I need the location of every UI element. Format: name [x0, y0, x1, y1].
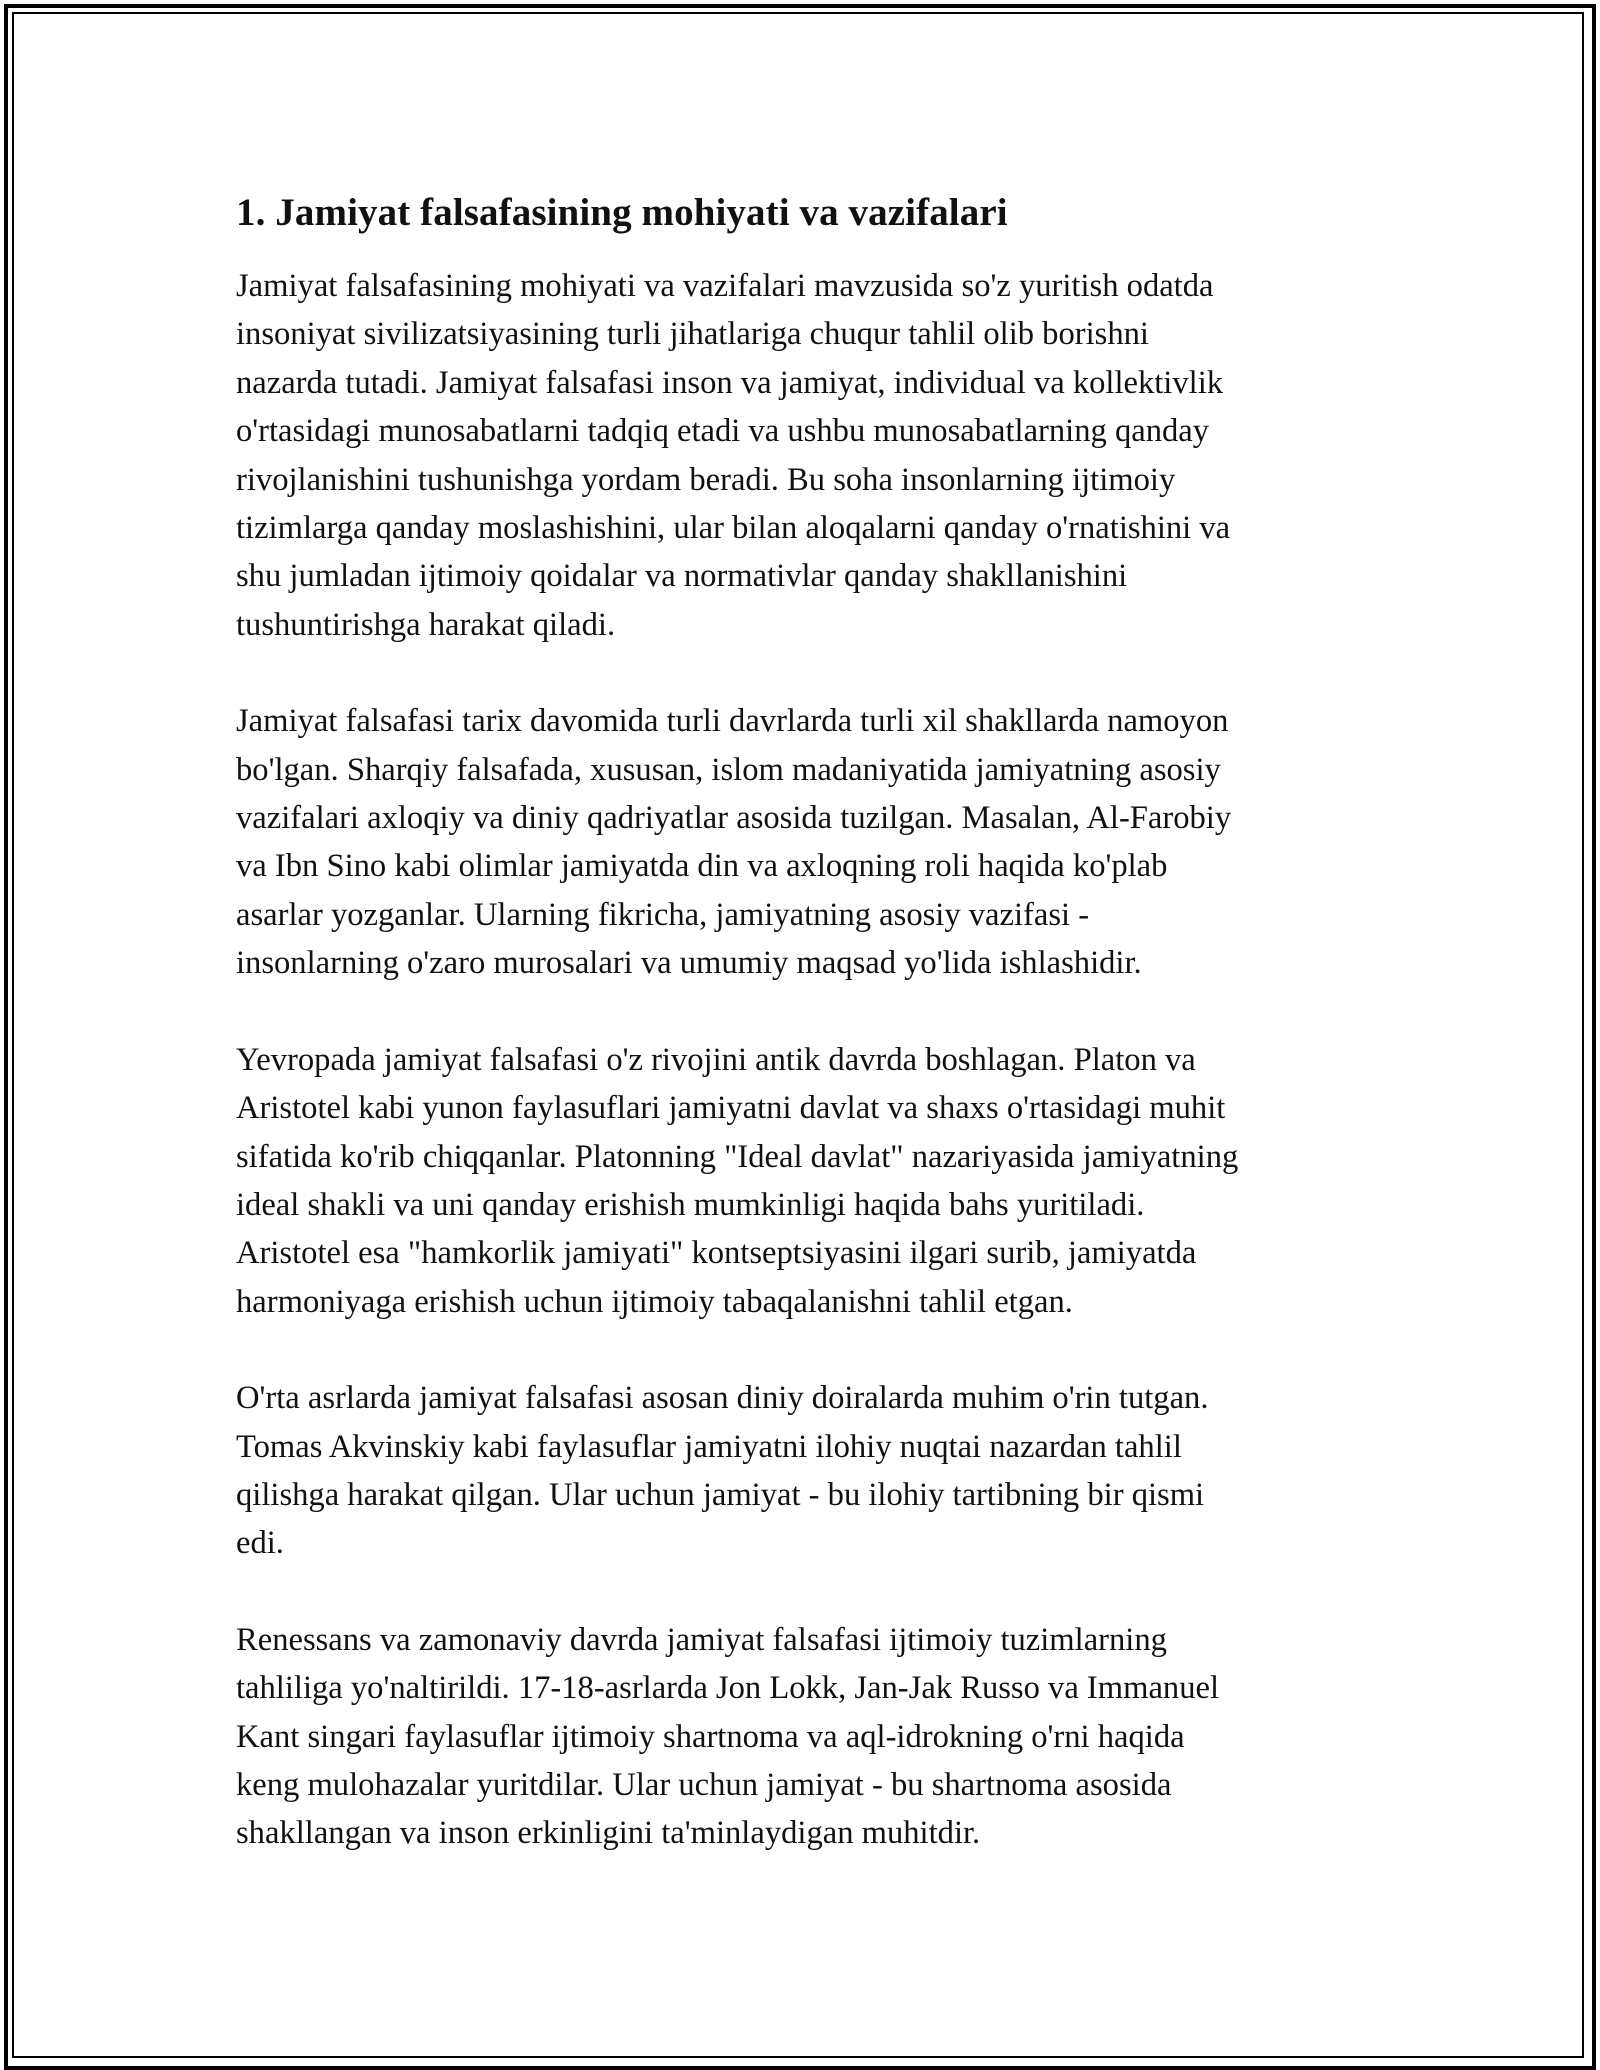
text-line: Jamiyat falsafasi tarix davomida turli davrlarda turli xil shakllarda namoyon: [236, 703, 1229, 740]
text-line: sifatida ko'rib chiqqanlar. Platonning "Ideal davlat" nazariyasida jamiyatning: [236, 1138, 1239, 1175]
text-line: bo'lgan. Sharqiy falsafada, xususan, islom madaniyatida jamiyatning asosiy: [236, 751, 1221, 788]
text-line: o'rtasidagi munosabatlarni tadqiq etadi va ushbu munosabatlarning qanday: [236, 413, 1210, 450]
text-line: Jamiyat falsafasining mohiyati va vazifalari mavzusida so'z yuritish odatda: [236, 268, 1214, 304]
paragraph-5: [236, 1616, 1376, 1858]
text-line: tizimlarga qanday moslashishini, ular bilan aloqalarni qanday o'rnatishini va: [236, 510, 1231, 547]
text-line: vazifalari axloqiy va diniy qadriyatlar asosida tuzilgan. Masalan, Al-Farobiy: [236, 800, 1232, 837]
text-line: keng mulohazalar yuritdilar. Ular uchun jamiyat - bu shartnoma asosida: [236, 1766, 1172, 1803]
text-line: Renessans va zamonaviy davrda jamiyat falsafasi ijtimoiy tuzimlarning: [236, 1621, 1167, 1658]
text-line: qilishga harakat qilgan. Ular uchun jamiyat - bu ilohiy tartibning bir qismi: [236, 1476, 1205, 1513]
text-line: shu jumladan ijtimoiy qoidalar va normativlar qanday shakllanishini: [236, 558, 1128, 595]
paragraph-3: [236, 1036, 1376, 1326]
paragraph-1: [236, 262, 1376, 649]
text-line: rivojlanishini tushunishga yordam beradi. Bu soha insonlarning ijtimoiy: [236, 461, 1176, 498]
text-line: harmoniyaga erishish uchun ijtimoiy tabaqalanishni tahlil etgan.: [236, 1283, 1073, 1320]
text-line: Yevropada jamiyat falsafasi o'z rivojini antik davrda boshlagan. Platon va: [236, 1041, 1196, 1078]
text-line: shakllangan va inson erkinligini ta'minlaydigan muhitdir.: [236, 1815, 981, 1852]
text-line: edi.: [236, 1525, 284, 1562]
text-line: nazarda tutadi. Jamiyat falsafasi inson va jamiyat, individual va kollektivlik: [236, 364, 1224, 401]
text-line: insoniyat sivilizatsiyasining turli jihatlariga chuqur tahlil olib borishni: [236, 316, 1149, 353]
text-line: O'rta asrlarda jamiyat falsafasi asosan diniy doiralarda muhim o'rin tutgan.: [236, 1380, 1209, 1417]
paragraph-4: [236, 1374, 1376, 1568]
section-heading: 1. Jamiyat falsafasining mohiyati va vazifalari: [236, 191, 1008, 234]
text-line: Kant singari faylasuflar ijtimoiy shartnoma va aql-idrokning o'rni haqida: [236, 1718, 1185, 1755]
text-line: Aristotel kabi yunon faylasuflari jamiyatni davlat va shaxs o'rtasidagi muhit: [236, 1090, 1226, 1127]
text-line: tushuntirishga harakat qiladi.: [236, 606, 616, 643]
document-body: [236, 190, 1376, 1906]
text-line: insonlarning o'zaro murosalari va umumiy maqsad yo'lida ishlashidir.: [236, 945, 1142, 982]
paragraph-2: [236, 697, 1376, 987]
text-line: Aristotel esa "hamkorlik jamiyati" kontseptsiyasini ilgari surib, jamiyatda: [236, 1235, 1197, 1272]
text-line: tahliliga yo'naltirildi. 17-18-asrlarda Jon Lokk, Jan-Jak Russo va Immanuel: [236, 1670, 1220, 1707]
text-line: Tomas Akvinskiy kabi faylasuflar jamiyatni ilohiy nuqtai nazardan tahlil: [236, 1428, 1182, 1465]
text-line: asarlar yozganlar. Ularning fikricha, jamiyatning asosiy vazifasi -: [236, 896, 1090, 933]
text-line: va Ibn Sino kabi olimlar jamiyatda din va axloqning roli haqida ko'plab: [236, 848, 1168, 885]
text-line: ideal shakli va uni qanday erishish mumkinligi haqida bahs yuritiladi.: [236, 1186, 1145, 1223]
